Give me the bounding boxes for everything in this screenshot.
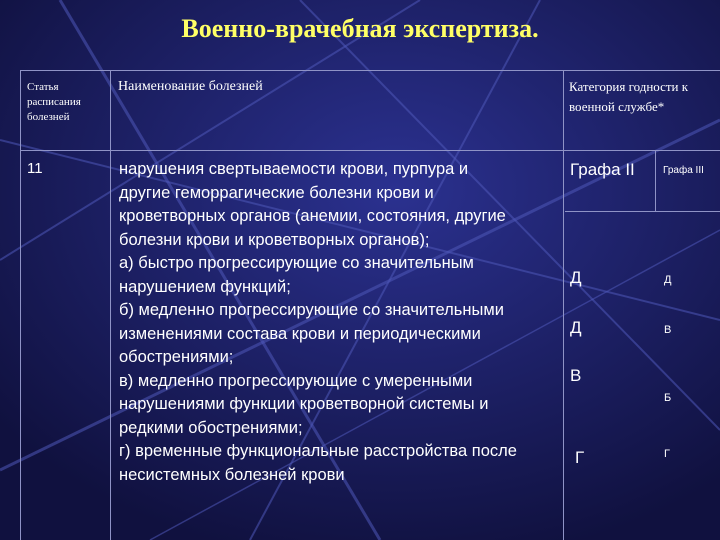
grafa-2-title: Графа II	[570, 160, 635, 179]
description-line: нарушением функций;	[119, 277, 291, 296]
header-diseases: Наименование болезней	[118, 79, 263, 94]
description-line: кроветворных органов (анемии, состояния, другие	[119, 207, 506, 225]
grafa-3-title: Графа III	[663, 165, 704, 176]
description-line: г) временные функциональные расстройства после	[119, 442, 517, 460]
description-line: редкими обострениями;	[119, 418, 303, 437]
grafa-3-value: Д	[664, 274, 672, 286]
disease-description	[119, 158, 559, 487]
description-line: в) медленно прогрессирующие с умеренными	[119, 371, 473, 390]
description-line: несистемных болезней крови	[119, 465, 345, 484]
grafa-2-value: В	[570, 366, 582, 385]
description-line: а) быстро прогрессирующие со значительным	[119, 254, 474, 272]
slide-title: Военно-врачебная экспертиза.	[181, 14, 539, 43]
grafa-3-value: В	[664, 324, 672, 336]
description-line: нарушения свертываемости крови, пурпура и	[119, 160, 469, 178]
description-line: изменениями состава крови и периодическими	[119, 324, 481, 343]
grafa-2-value: Д	[570, 318, 582, 337]
description-line: нарушениями функции кроветворной системы и	[119, 395, 489, 413]
header-category: Категория годности к военной службе*	[569, 79, 689, 114]
grafa-3-value: Г	[664, 448, 670, 460]
grafa-2-value: Г	[575, 448, 585, 467]
description-line: другие геморрагические болезни крови и	[119, 183, 434, 202]
article-number: 11	[27, 160, 43, 177]
description-line: болезни крови и кроветворных органов);	[119, 230, 430, 249]
description-line: обострениями;	[119, 348, 234, 366]
header-article: Статья расписания болезней	[27, 81, 81, 123]
grafa-3-value: Б	[664, 392, 672, 404]
grafa-2-value: Д	[570, 268, 582, 287]
description-line: б) медленно прогрессирующие со значительными	[119, 301, 504, 319]
